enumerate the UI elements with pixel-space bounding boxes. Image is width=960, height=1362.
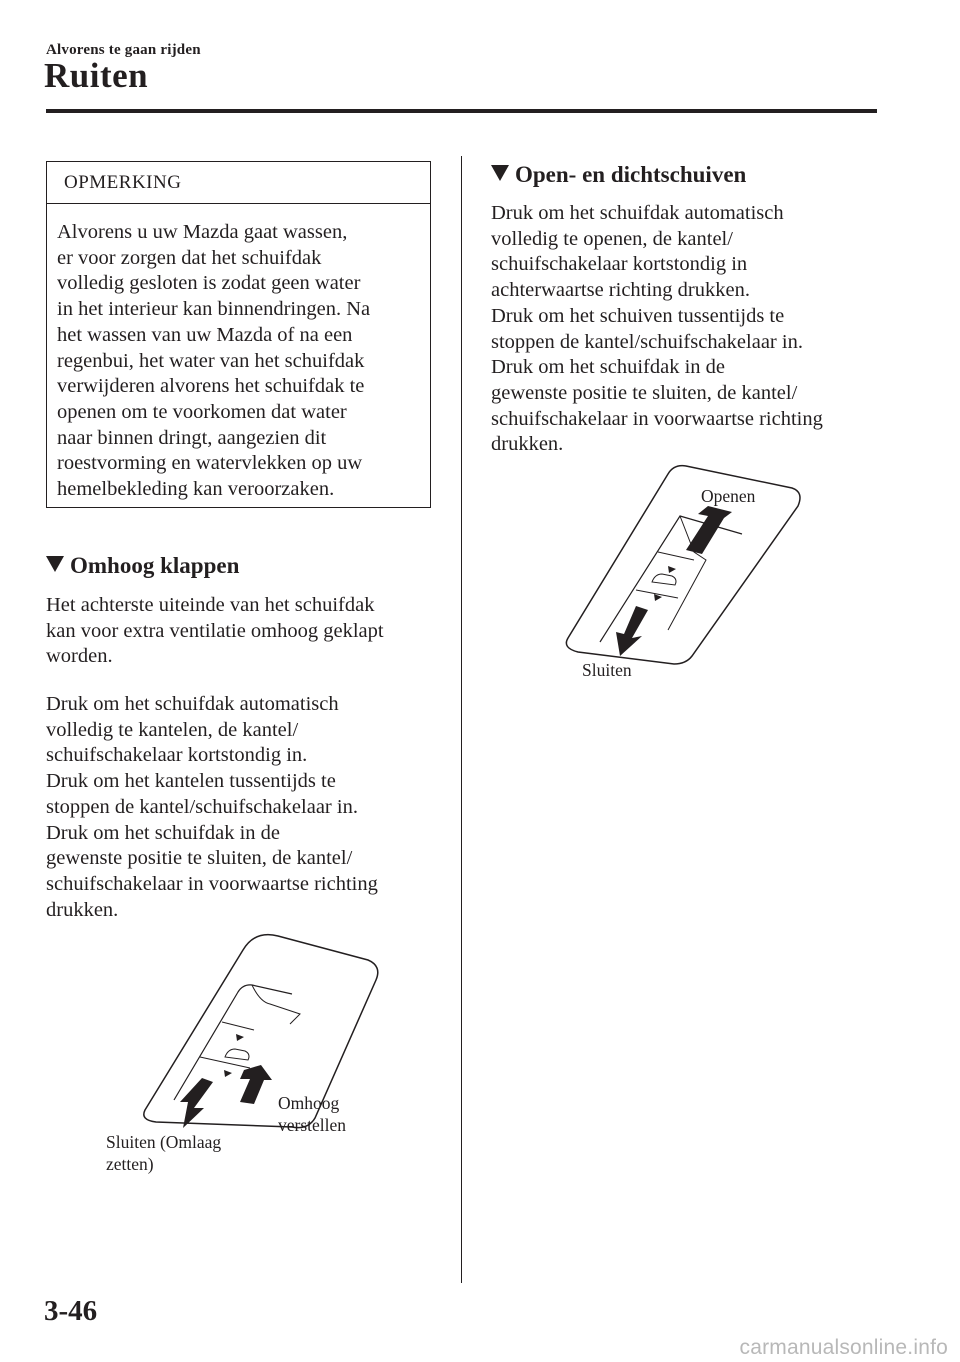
tilt-body-line: stoppen de kantel/schuifschakelaar in. bbox=[46, 795, 358, 818]
slide-switch-line bbox=[658, 552, 694, 560]
down-marker-icon bbox=[224, 1070, 232, 1077]
tilt-down-caption-line: Sluiten (Omlaag bbox=[106, 1132, 222, 1152]
slide-body-line: schuifschakelaar kortstondig in bbox=[491, 253, 748, 276]
slide-body-line: Druk om het schuiven tussentijds te bbox=[491, 304, 785, 327]
tilt-body-line: Druk om het kantelen tussentijds te bbox=[46, 770, 336, 793]
tilt-up-caption bbox=[278, 1092, 346, 1136]
note-box bbox=[46, 161, 431, 508]
note-line: regenbui, het water van het schuifdak bbox=[57, 349, 365, 372]
tilt-down-caption-line: zetten) bbox=[106, 1154, 154, 1174]
page-title: Ruiten bbox=[44, 56, 149, 95]
note-line: roestvorming en watervlekken op uw bbox=[57, 452, 363, 475]
note-line: in het interieur kan binnendringen. Na bbox=[57, 298, 371, 321]
tilt-switch-edge bbox=[174, 985, 292, 1100]
tilt-body bbox=[46, 692, 378, 923]
slide-body-line: drukken. bbox=[491, 433, 564, 456]
close-arrow-icon bbox=[616, 606, 648, 656]
close-arrow-icon bbox=[180, 1078, 213, 1128]
column-divider bbox=[461, 156, 462, 1283]
tilt-heading bbox=[46, 553, 239, 579]
close-caption: Sluiten bbox=[582, 660, 632, 680]
note-line: openen om te voorkomen dat water bbox=[57, 400, 347, 423]
title-rule bbox=[46, 109, 877, 113]
car-roof-icon bbox=[652, 574, 676, 585]
note-line: Alvorens u uw Mazda gaat wassen, bbox=[57, 221, 348, 243]
slide-body-line: gewenste positie te sluiten, de kantel/ bbox=[491, 381, 798, 404]
slide-body-line: achterwaartse richting drukken. bbox=[491, 279, 750, 302]
slide-panel-outline bbox=[566, 466, 800, 664]
section-label: Alvorens te gaan rijden bbox=[46, 42, 201, 58]
tilt-up-arrow-icon bbox=[240, 1065, 272, 1104]
tilt-body-line: Druk om het schuifdak automatisch bbox=[46, 693, 339, 715]
slide-heading bbox=[491, 162, 746, 188]
up-marker-icon bbox=[668, 566, 676, 573]
slide-heading-text: Open- en dichtschuiven bbox=[515, 162, 747, 187]
tilt-up-caption-line: verstellen bbox=[278, 1115, 347, 1135]
triangle-bullet-icon bbox=[46, 556, 64, 572]
slide-body-line: Druk om het schuifdak automatisch bbox=[491, 202, 784, 224]
tilt-intro-line: kan voor extra ventilatie omhoog geklapt bbox=[46, 619, 384, 642]
open-caption: Openen bbox=[701, 486, 756, 506]
tilt-intro bbox=[46, 593, 384, 670]
tilt-body-line: drukken. bbox=[46, 898, 119, 921]
car-roof-icon bbox=[225, 1049, 249, 1060]
slide-body-line: schuifschakelaar in voorwaartse richting bbox=[491, 407, 823, 430]
note-title: OPMERKING bbox=[64, 172, 182, 193]
up-marker-icon bbox=[236, 1034, 244, 1041]
note-line: volledig gesloten is zodat geen water bbox=[57, 272, 361, 295]
tilt-body-line: volledig te kantelen, de kantel/ bbox=[46, 718, 299, 741]
tilt-switch-line bbox=[222, 1022, 254, 1030]
tilt-intro-line: worden. bbox=[46, 645, 113, 668]
note-header bbox=[47, 162, 430, 204]
note-line: er voor zorgen dat het schuifdak bbox=[57, 246, 322, 269]
note-text bbox=[57, 220, 427, 503]
slide-switch-illustration bbox=[560, 460, 805, 666]
slide-body-line: Druk om het schuifdak in de bbox=[491, 356, 725, 379]
tilt-switch-line bbox=[200, 1057, 250, 1068]
tilt-intro-line: Het achterste uiteinde van het schuifdak bbox=[46, 594, 375, 616]
page-number: 3-46 bbox=[44, 1295, 98, 1327]
tilt-body-line: schuifschakelaar kortstondig in. bbox=[46, 744, 308, 767]
note-line: verwijderen alvorens het schuifdak te bbox=[57, 375, 365, 398]
note-line: naar binnen dringt, aangezien dit bbox=[57, 426, 327, 449]
tilt-heading-text: Omhoog klappen bbox=[70, 553, 240, 578]
tilt-body-line: Druk om het schuifdak in de bbox=[46, 821, 280, 844]
slide-body bbox=[491, 201, 823, 458]
triangle-bullet-icon bbox=[491, 165, 509, 181]
note-line: het wassen van uw Mazda of na een bbox=[57, 323, 353, 346]
tilt-body-line: schuifschakelaar in voorwaartse richting bbox=[46, 872, 378, 895]
open-arrow-icon bbox=[686, 506, 732, 554]
slide-body-line: stoppen de kantel/schuifschakelaar in. bbox=[491, 330, 803, 353]
note-line: hemelbekleding kan veroorzaken. bbox=[57, 478, 335, 501]
tilt-down-caption bbox=[106, 1131, 221, 1175]
tilt-switch-illustration bbox=[140, 922, 385, 1132]
slide-switch-edge bbox=[600, 516, 742, 642]
tilt-body-line: gewenste positie te sluiten, de kantel/ bbox=[46, 847, 353, 870]
tilt-up-caption-line: Omhoog bbox=[278, 1093, 340, 1113]
slide-body-line: volledig te openen, de kantel/ bbox=[491, 227, 733, 250]
watermark: carmanualsonline.info bbox=[739, 1336, 948, 1359]
